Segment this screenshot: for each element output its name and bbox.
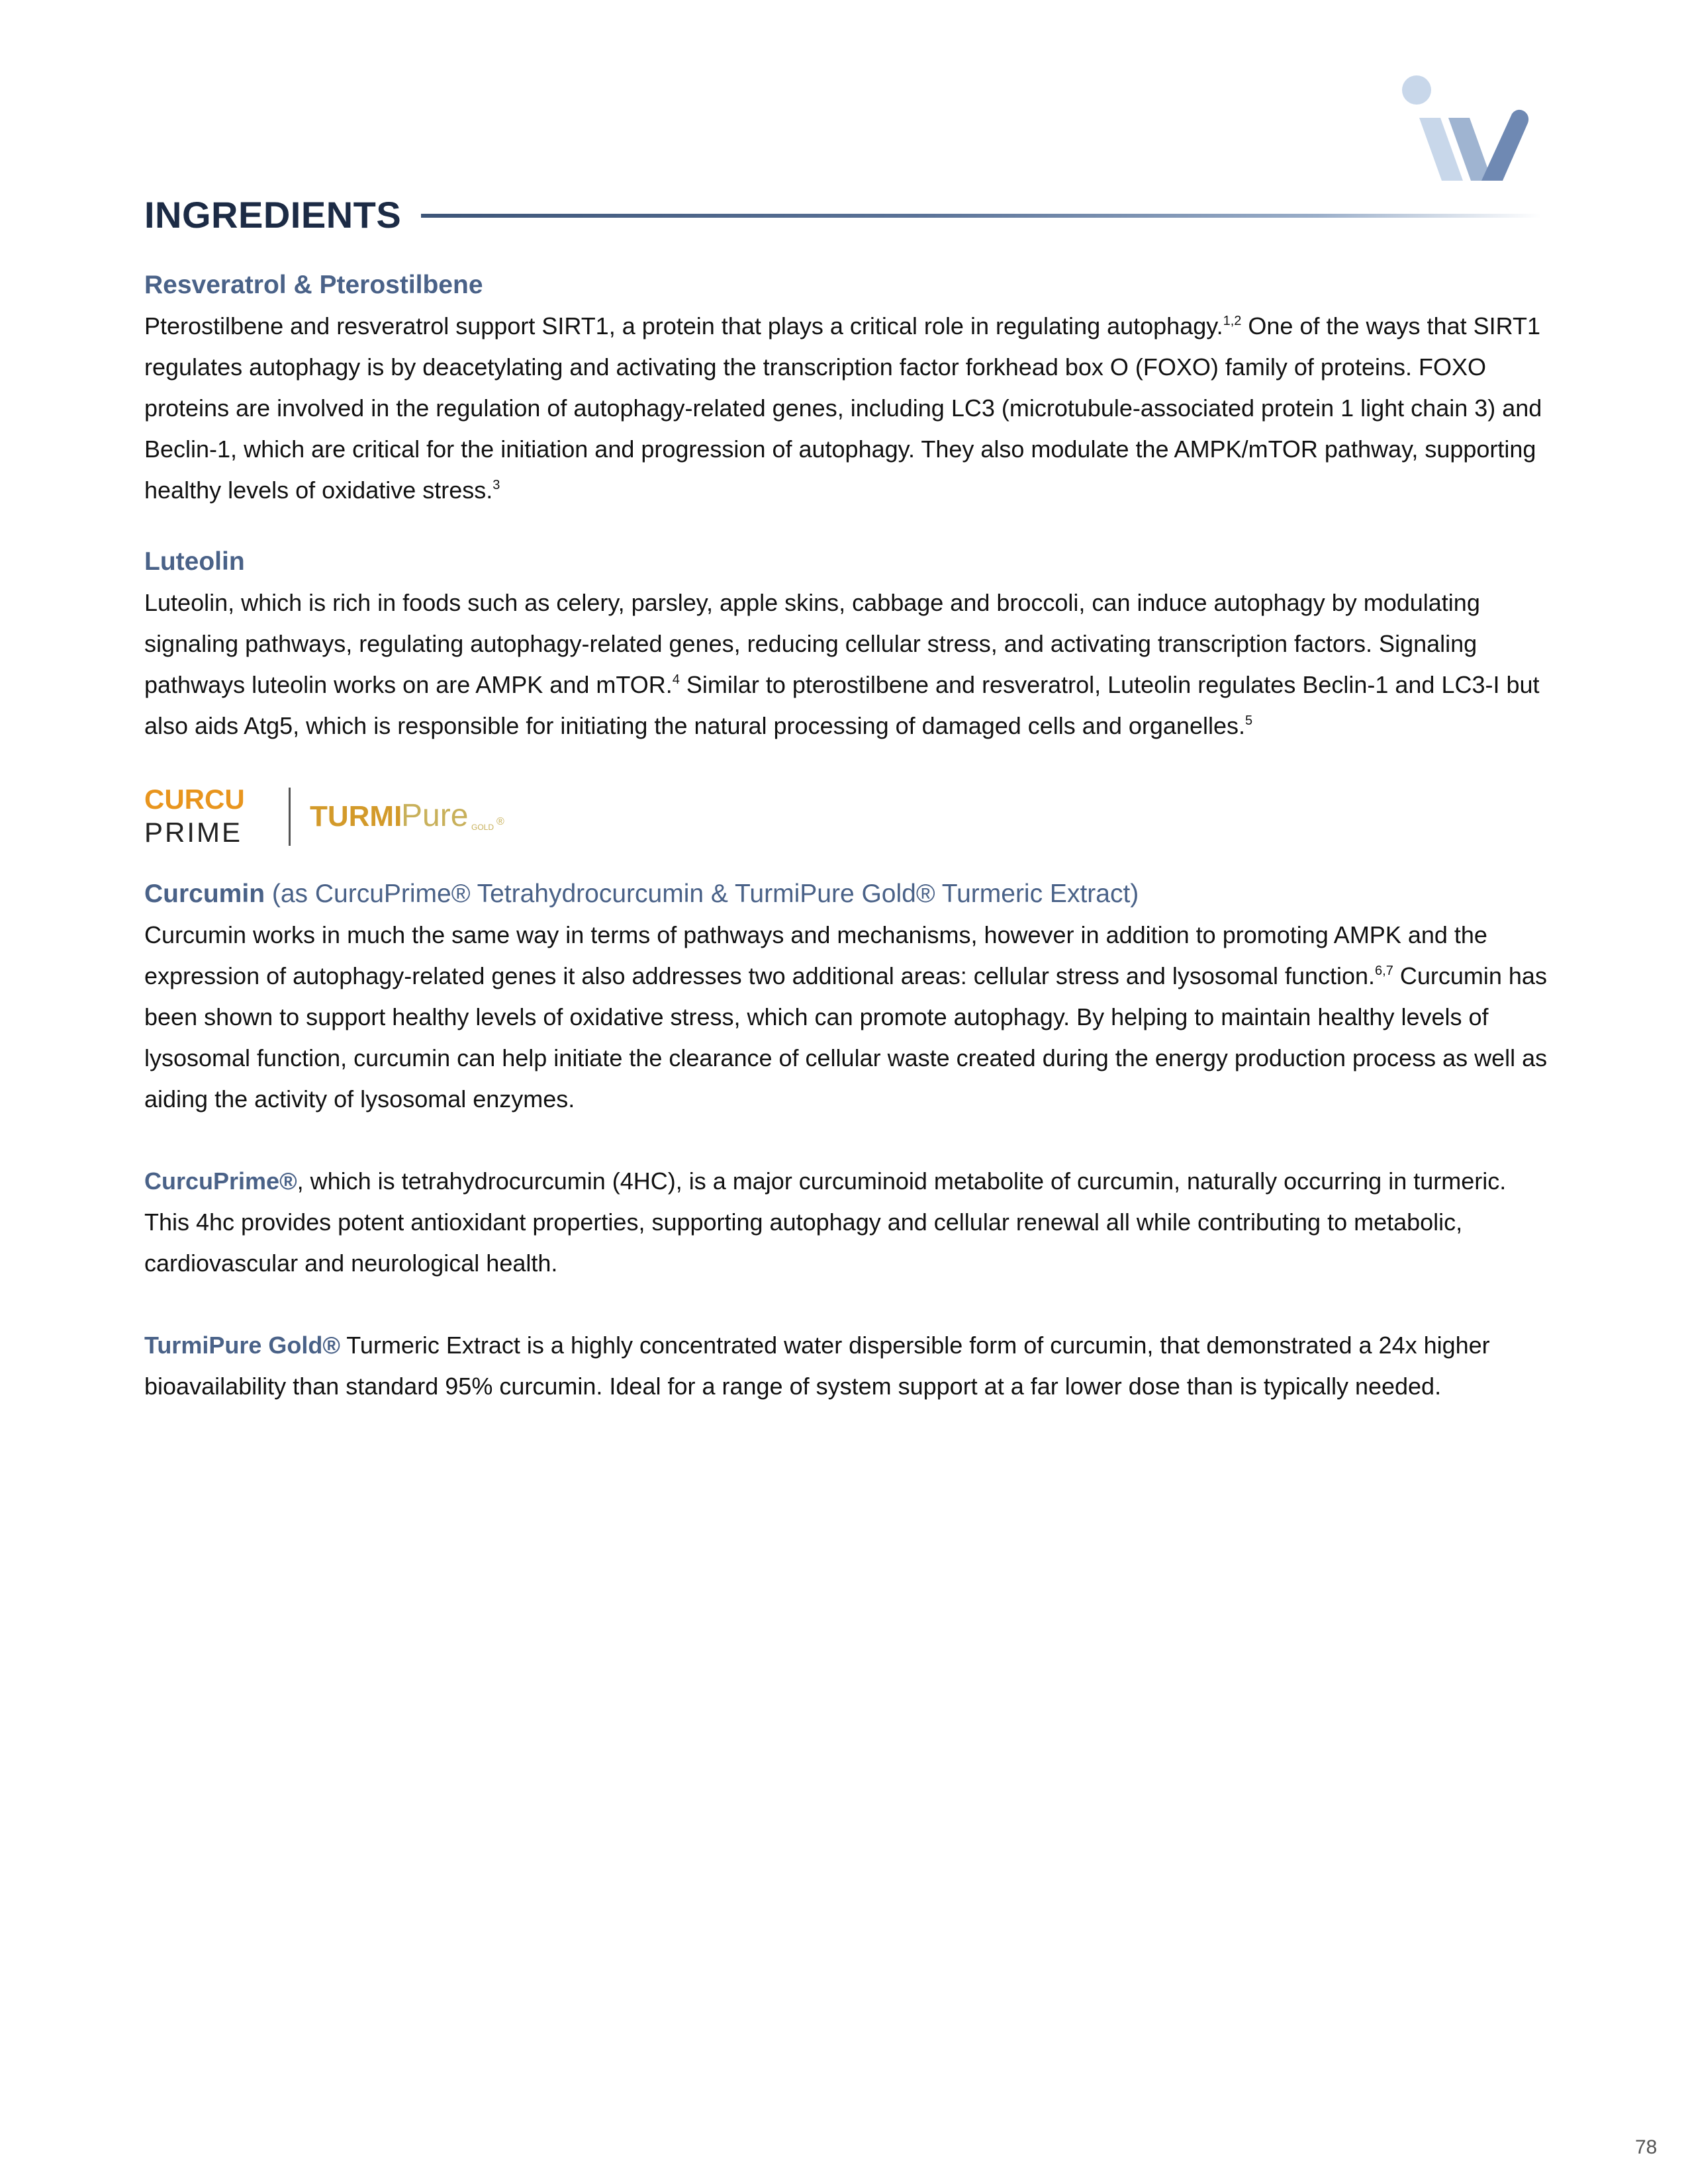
citation-3: 3 <box>492 478 500 492</box>
curcumin-heading-sub: (as CurcuPrime® Tetrahydrocurcumin & TurmiPure Gold® Turmeric Extract) <box>265 880 1139 908</box>
resveratrol-text-2: One of the ways that SIRT1 regulates autophagy is by deacetylating and activating the transcription factor forkhead box O (FOXO) family of proteins. FOXO proteins are involved in the regulation of autophagy-related genes, including LC3 (microtubule-associated protein 1 light chain 3) and Beclin-1, which are critical for the initiation and progression of autophagy. They also modulate the AMPK/mTOR pathway, supporting healthy levels of oxidative stress. <box>144 312 1542 504</box>
svg-text:CURCU: CURCU <box>144 784 245 815</box>
turmipure-gold-logo <box>310 792 528 838</box>
curcumin-heading-main: Curcumin <box>144 880 265 908</box>
luteolin-text-1: Luteolin, which is rich in foods such as celery, parsley, apple skins, cabbage and broccoli, can induce autophagy by modulating signaling pathways, regulating autophagy-related genes, reducing cellular stress, and activating transcription factors. Signaling pathways luteolin works on are AMPK and mTOR. <box>144 589 1480 698</box>
svg-text:PRIME: PRIME <box>144 817 243 848</box>
curcuprime-brand: CurcuPrime® <box>144 1167 297 1195</box>
curcuprime-logo <box>144 782 277 848</box>
paragraph-curcuprime <box>144 1161 1548 1284</box>
heading-luteolin: Luteolin <box>144 547 245 576</box>
curcumin-text-1: Curcumin works in much the same way in terms of pathways and mechanisms, however in addition to promoting AMPK and the expression of autophagy-related genes it also addresses two additional areas: cellular stress and lysosomal function. <box>144 921 1487 989</box>
resveratrol-text-1: Pterostilbene and resveratrol support SIRT1, a protein that plays a critical role in regulating autophagy. <box>144 312 1223 340</box>
turmipure-text: Turmeric Extract is a highly concentrated water dispersible form of curcumin, that demonstrated a 24x higher bioavailability than standard 95% curcumin. Ideal for a range of system support at a far lower dose than is typically needed. <box>144 1332 1490 1400</box>
content <box>144 265 1548 1407</box>
logo-divider <box>289 788 291 846</box>
paragraph-luteolin <box>144 582 1548 747</box>
citation-5: 5 <box>1244 713 1253 728</box>
brand-logos-row <box>144 782 1548 855</box>
title-rule <box>421 214 1541 218</box>
svg-text:GOLD: GOLD <box>471 823 494 832</box>
heading-curcumin <box>144 874 1548 915</box>
page-title: INGREDIENTS <box>144 194 402 236</box>
citation-6-7: 6,7 <box>1375 964 1393 978</box>
paragraph-turmipure <box>144 1325 1548 1407</box>
heading-resveratrol: Resveratrol & Pterostilbene <box>144 271 483 299</box>
luteolin-text-2: Similar to pterostilbene and resveratrol, Luteolin regulates Beclin-1 and LC3-I but also aids Atg5, which is responsible for initiating the natural processing of damaged cells and organelles. <box>144 671 1540 739</box>
citation-4: 4 <box>672 672 680 687</box>
curcumin-text-2: Curcumin has been shown to support healthy levels of oxidative stress, which can promote autophagy. By helping to maintain healthy levels of lysosomal function, curcumin can help initiate the clearance of cellular waste created during the energy production process as well as aiding the activity of lysosomal enzymes. <box>144 962 1548 1113</box>
paragraph-curcumin <box>144 915 1548 1120</box>
svg-text:®: ® <box>496 816 504 827</box>
paragraph-resveratrol <box>144 306 1548 511</box>
curcuprime-text: , which is tetrahydrocurcumin (4HC), is a major curcuminoid metabolite of curcumin, naturally occurring in turmeric. This 4hc provides potent antioxidant properties, supporting autophagy and cellular renewal all while contributing to metabolic, cardiovascular and neurological health. <box>144 1167 1507 1277</box>
title-row <box>144 189 1541 242</box>
turmipure-brand: TurmiPure Gold® <box>144 1332 340 1359</box>
svg-text:Pure: Pure <box>401 798 469 833</box>
citation-1-2: 1,2 <box>1223 314 1242 328</box>
brand-logo-mark <box>1402 71 1542 191</box>
svg-text:TURMI: TURMI <box>310 800 402 833</box>
page-number: 78 <box>1635 2136 1658 2158</box>
